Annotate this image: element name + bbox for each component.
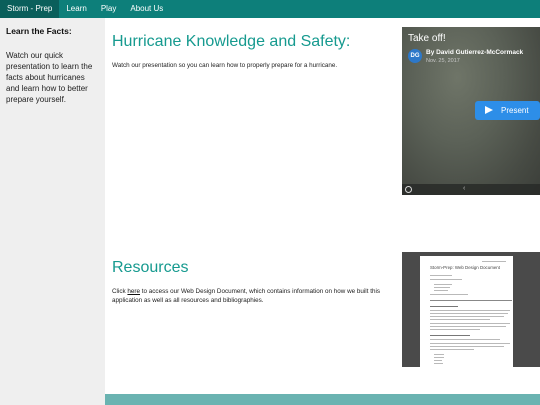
presentation-author: By David Gutierrez-McCormack: [426, 49, 524, 56]
presentation-date: Nov. 25, 2017: [426, 58, 460, 64]
document-link[interactable]: here: [127, 288, 141, 295]
nav-item-play[interactable]: Play: [100, 4, 117, 13]
resources-text-after: to access our Web Design Document, which contains information on how we built this application as well as all resources and bibliographies.: [112, 288, 380, 304]
nav-item-storm-prep[interactable]: Storm - Prep: [0, 0, 59, 18]
smile-icon[interactable]: [405, 186, 412, 193]
avatar: DG: [408, 49, 422, 63]
nav-item-about-us[interactable]: About Us: [130, 4, 164, 13]
nav-item-learn[interactable]: Learn: [66, 4, 87, 13]
chevron-left-icon[interactable]: ‹: [463, 185, 466, 192]
slide-title: Take off!: [408, 33, 446, 44]
resources-text-before: Click: [112, 288, 128, 295]
sidebar-title: Learn the Facts:: [6, 26, 72, 36]
resources-description: [112, 287, 392, 305]
document-embed[interactable]: [402, 252, 540, 367]
slide-controls-bar: [402, 184, 540, 195]
sidebar-description: Watch our quick presentation to learn the facts about hurricanes and learn how to better prepare yourself.: [6, 51, 93, 104]
play-icon: [485, 106, 493, 114]
present-button-label: Present: [501, 106, 529, 115]
top-nav: [0, 0, 540, 18]
document-page: [420, 256, 513, 367]
footer-bar: [105, 394, 540, 405]
presentation-embed[interactable]: [402, 27, 540, 195]
sidebar: [0, 18, 105, 405]
resources-title: Resources: [112, 259, 189, 276]
present-button[interactable]: [475, 101, 540, 120]
hurricane-description: Watch our presentation so you can learn how to properly prepare for a hurricane.: [112, 62, 338, 69]
document-title: Storm-Prep: Web Design Document: [430, 265, 500, 270]
hurricane-title: Hurricane Knowledge and Safety:: [112, 33, 351, 50]
